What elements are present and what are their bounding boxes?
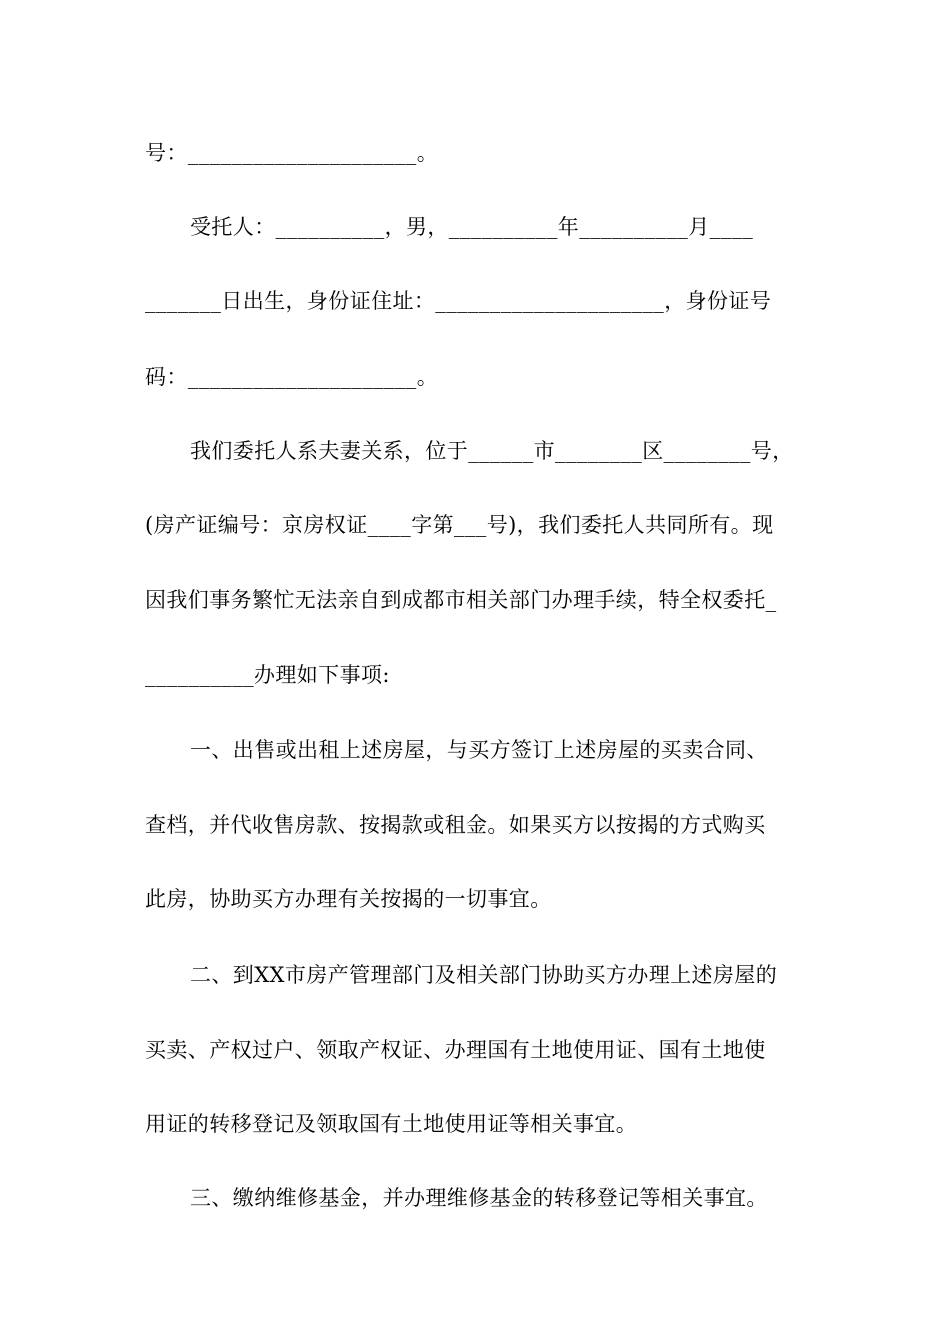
text-line: 用证的转移登记及领取国有土地使用证等相关事宜。 <box>145 1112 638 1136</box>
text-line: _______日出生，身份证住址：_____________________，身份证号 <box>145 289 772 313</box>
text-line: __________办理如下事项: <box>145 663 390 687</box>
text-line: 此房，协助买方办理有关按揭的一切事宜。 <box>145 887 552 911</box>
text-line: 买卖、产权过户、领取产权证、办理国有土地使用证、国有土地使 <box>145 1038 766 1062</box>
text-line: 码：_____________________。 <box>145 365 439 389</box>
text-line: 我们委托人系夫妻关系，位于______市________区________号， <box>190 439 794 463</box>
text-line: 一、出售或出租上述房屋，与买方签订上述房屋的买卖合同、 <box>190 738 768 762</box>
text-line: 因我们事务繁忙无法亲自到成都市相关部门办理手续，特全权委托_ <box>145 588 777 612</box>
text-line: 二、到XX市房产管理部门及相关部门协助买方办理上述房屋的 <box>190 963 778 987</box>
text-line: (房产证编号：京房权证____字第___号)，我们委托人共同所有。现 <box>145 513 774 537</box>
text-line: 查档，并代收售房款、按揭款或租金。如果买方以按揭的方式购买 <box>145 813 766 837</box>
text-line: 受托人：__________，男，__________年__________月____ <box>190 215 754 239</box>
text-line: 号：_____________________。 <box>145 141 439 165</box>
text-line: 三、缴纳维修基金，并办理维修基金的转移登记等相关事宜。 <box>190 1186 768 1210</box>
